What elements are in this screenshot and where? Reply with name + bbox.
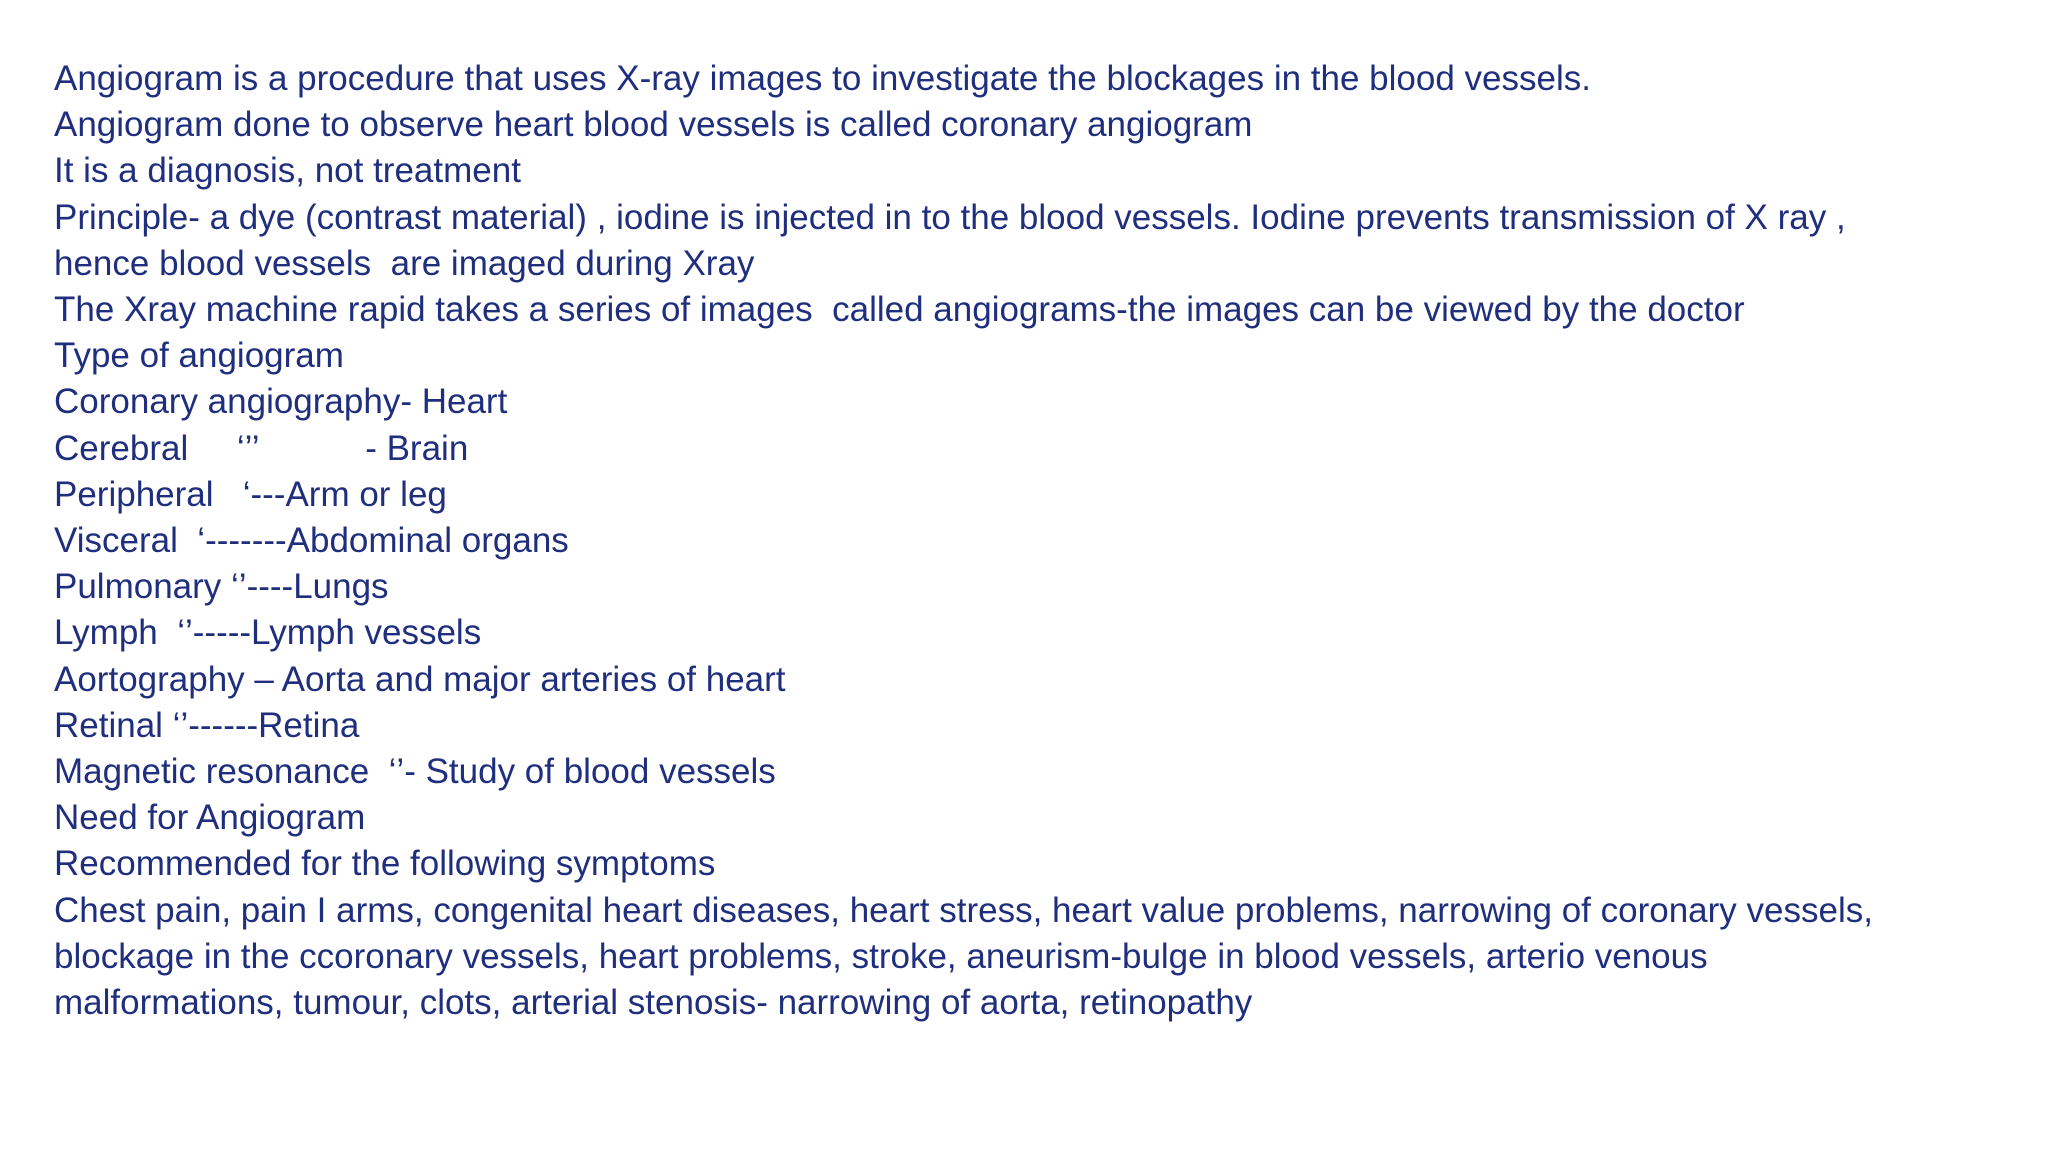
line-type-cerebral: Cerebral ‘’’ - Brain (54, 428, 469, 468)
line-diagnosis-note: It is a diagnosis, not treatment (54, 151, 521, 191)
line-type-lymph: Lymph ‘’-----Lymph vessels (54, 613, 482, 653)
line-definition: Angiogram is a procedure that uses X-ray images to investigate the blockages in the blood vessels. (54, 59, 1591, 98)
line-type-visceral: Visceral ‘-------Abdominal organs (54, 521, 569, 561)
line-symptoms-1: Chest pain, pain I arms, congenital heart diseases, heart stress, heart value problems, narrowing of coronary vessels, (54, 890, 1873, 930)
line-need-heading: Need for Angiogram (54, 798, 366, 838)
line-type-pulmonary: Pulmonary ‘’----Lungs (54, 567, 389, 607)
line-symptoms-3: malformations, tumour, clots, arterial stenosis- narrowing of aorta, retinopathy (54, 983, 1253, 1023)
line-type-coronary: Coronary angiography- Heart (54, 382, 508, 422)
line-principle: Principle- a dye (contrast material) , iodine is injected in to the blood vessels. Iodine prevents transmission of X ray , (54, 197, 1846, 237)
line-type-magnetic-resonance: Magnetic resonance ‘’- Study of blood vessels (54, 752, 776, 792)
line-type-retinal: Retinal ‘’------Retina (54, 705, 360, 745)
line-types-heading: Type of angiogram (54, 336, 344, 376)
line-type-aortography: Aortography – Aorta and major arteries of heart (54, 659, 786, 699)
line-xray-machine: The Xray machine rapid takes a series of images called angiograms-the images can be viewed by the doctor (54, 290, 1745, 330)
line-coronary-definition: Angiogram done to observe heart blood vessels is called coronary angiogram (54, 105, 1253, 145)
line-symptoms-2: blockage in the ccoronary vessels, heart problems, stroke, aneurism-bulge in blood vessels, arterio venous (54, 936, 1708, 976)
line-principle-continued: hence blood vessels are imaged during Xray (54, 243, 755, 283)
line-type-peripheral: Peripheral ‘---Arm or leg (54, 474, 447, 514)
slide-text-body (54, 56, 2014, 1026)
line-symptoms-intro: Recommended for the following symptoms (54, 844, 716, 884)
